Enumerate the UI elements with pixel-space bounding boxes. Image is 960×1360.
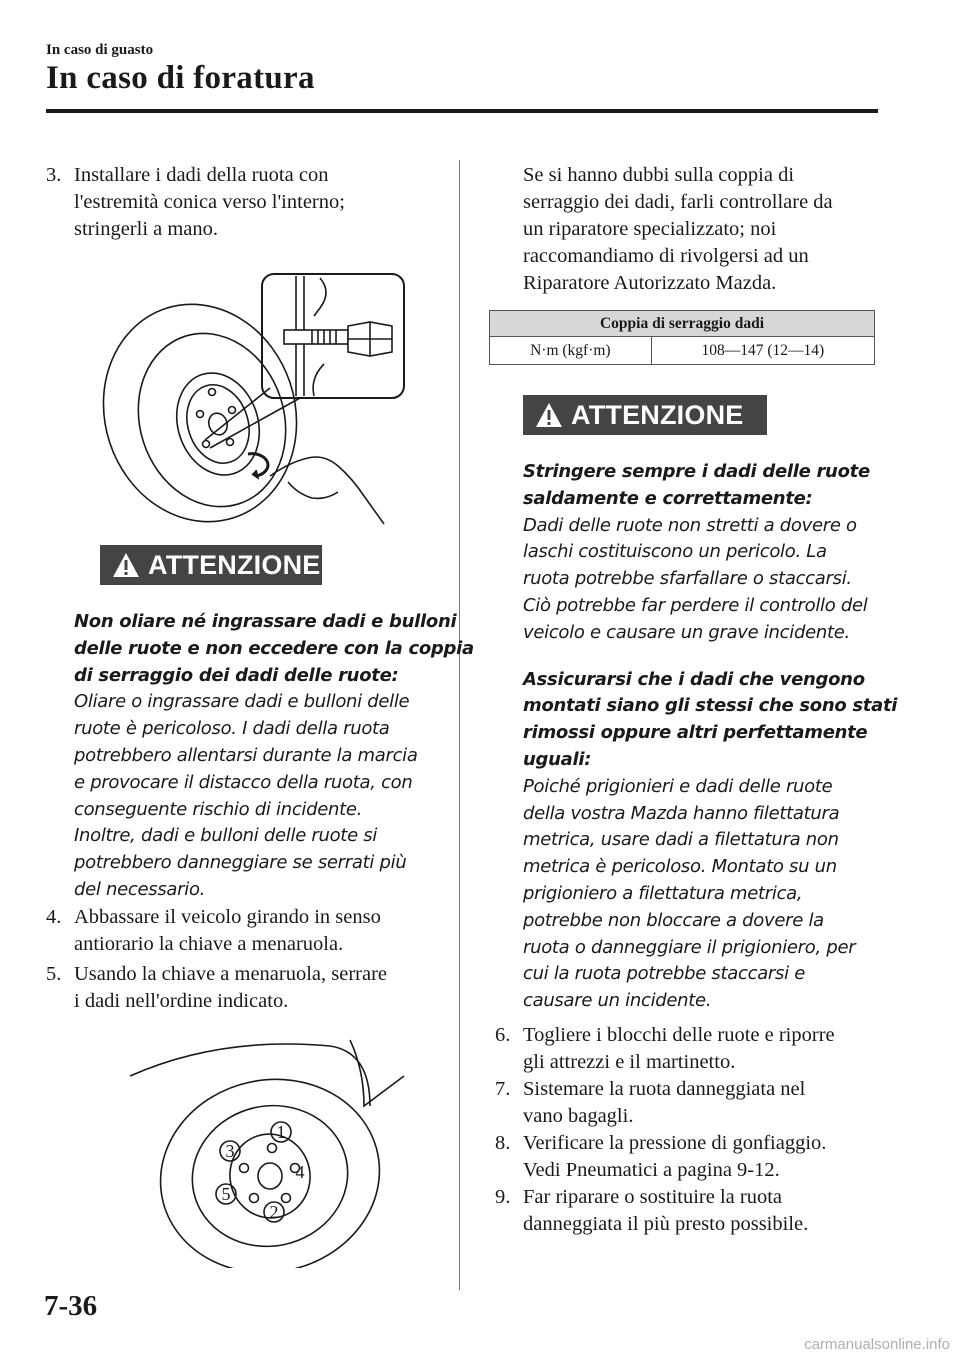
warning-body-line: Poiché prigionieri e dadi delle ruote — [523, 775, 833, 797]
step-number: 8. — [495, 1132, 511, 1154]
warning-badge — [100, 545, 322, 585]
intro-line: Riparatore Autorizzato Mazda. — [523, 272, 777, 294]
wheel-nut-illustration — [100, 268, 410, 530]
warning-body-line: metrica, usare dadi a filettatura non — [523, 829, 839, 851]
warning-heading-line: Non oliare né ingrassare dadi e bulloni — [74, 611, 457, 632]
warning-body-line: metrica è pericoloso. Montato su un — [523, 856, 837, 878]
step-number: 6. — [495, 1024, 511, 1046]
warning-body-line: veicolo e causare un grave incidente. — [523, 621, 850, 643]
warning-badge-label: ATTENZIONE — [571, 400, 744, 430]
nut-order-illustration — [120, 1036, 420, 1268]
torque-table — [489, 310, 875, 365]
torque-intro — [523, 162, 833, 297]
warning-heading-line: Assicurarsi che i dadi che vengono — [523, 668, 865, 690]
nut-order-label: 4 — [295, 1162, 305, 1182]
warning-body-line: e provocare il distacco della ruota, con — [74, 771, 413, 793]
nut-order-label: 5 — [221, 1184, 231, 1204]
warning-body-line: conseguente rischio di incidente. — [74, 798, 363, 820]
intro-line: raccomandiamo di rivolgersi ad un — [523, 245, 809, 267]
warning-body-line: potrebbero allentarsi durante la marcia — [74, 744, 418, 766]
warning-badge — [523, 395, 767, 435]
page-title: In caso di foratura — [46, 60, 315, 96]
warning-heading-line: montati siano gli stessi che sono stati — [523, 695, 898, 717]
nut-order-label: 2 — [269, 1202, 279, 1222]
section-label: In caso di guasto — [46, 42, 154, 58]
warning-body-line: del necessario. — [74, 878, 206, 900]
warning-text-2 — [523, 459, 897, 1015]
step-line: l'estremità conica verso l'interno; — [74, 191, 345, 213]
warning-body-line: Inoltre, dadi e bulloni delle ruote si — [74, 825, 378, 847]
nut-order-label: 3 — [225, 1141, 235, 1161]
step-line: Verificare la pressione di gonfiaggio. — [523, 1132, 827, 1154]
intro-line: Se si hanno dubbi sulla coppia di — [523, 164, 795, 186]
warning-body-line: laschi costituiscono un pericolo. La — [523, 541, 827, 563]
step-line: Togliere i blocchi delle ruote e riporre — [523, 1024, 835, 1046]
warning-badge-label: ATTENZIONE — [148, 550, 321, 580]
intro-line: serraggio dei dadi, farli controllare da — [523, 191, 833, 213]
step-line: i dadi nell'ordine indicato. — [74, 990, 289, 1012]
step-line: Abbassare il veicolo girando in senso — [74, 906, 381, 928]
warning-heading-line: rimossi oppure altri perfettamente — [523, 722, 868, 744]
warning-body-line: prigioniero a filettatura metrica, — [523, 882, 803, 904]
step-line: antiorario la chiave a menaruola. — [74, 933, 344, 955]
warning-body-line: ruota potrebbe sfarfallare o staccarsi. — [523, 568, 852, 590]
warning-heading-line: delle ruote e non eccedere con la coppia — [74, 637, 474, 659]
warning-heading-line: saldamente e correttamente: — [523, 487, 813, 509]
title-rule — [46, 109, 878, 113]
step-number: 4. — [46, 906, 62, 928]
warning-heading-line: di serraggio dei dadi delle ruote: — [74, 664, 399, 686]
nut-order-label: 1 — [276, 1122, 286, 1142]
warning-body-line: ruote è pericoloso. I dadi della ruota — [74, 718, 390, 740]
warning-body-line: ruota o danneggiare il prigioniero, per — [523, 936, 856, 958]
warning-body-line: potrebbero danneggiare se serrati più — [74, 852, 407, 874]
warning-body-line: della vostra Mazda hanno filettatura — [523, 802, 840, 824]
warning-body-line: potrebbe non bloccare a dovere la — [523, 909, 824, 931]
warning-body-line: Dadi delle ruote non stretti a dovere o — [523, 514, 857, 536]
step-line: gli attrezzi e il martinetto. — [523, 1051, 736, 1073]
torque-unit-cell: N·m (kgf·m) — [490, 337, 652, 365]
warning-text-1 — [74, 609, 474, 904]
step-line: Vedi Pneumatici a pagina 9-12. — [523, 1159, 780, 1181]
step-line: danneggiata il più presto possibile. — [523, 1213, 809, 1235]
step-line: Far riparare o sostituire la ruota — [523, 1186, 783, 1208]
watermark: carmanualsonline.info — [804, 1336, 950, 1353]
step-line: Installare i dadi della ruota con — [74, 164, 329, 186]
warning-triangle-icon — [112, 552, 140, 578]
step-line: Usando la chiave a menaruola, serrare — [74, 963, 388, 985]
step-number: 3. — [46, 164, 62, 186]
step-line: stringerli a mano. — [74, 218, 219, 240]
step-line: vano bagagli. — [523, 1105, 634, 1127]
warning-triangle-icon — [535, 402, 563, 428]
torque-table-header: Coppia di serraggio dadi — [490, 311, 875, 337]
warning-body-line: cui la ruota potrebbe staccarsi e — [523, 963, 805, 985]
torque-value-cell: 108—147 (12—14) — [651, 337, 874, 365]
intro-line: un riparatore specializzato; noi — [523, 218, 777, 240]
warning-body-line: Ciò potrebbe far perdere il controllo del — [523, 594, 868, 616]
warning-heading-line: Stringere sempre i dadi delle ruote — [523, 461, 870, 482]
page-number: 7-36 — [44, 1290, 98, 1322]
step-line: Sistemare la ruota danneggiata nel — [523, 1078, 806, 1100]
warning-body-line: causare un incidente. — [523, 990, 712, 1012]
step-number: 5. — [46, 963, 62, 985]
warning-body-line: Oliare o ingrassare dadi e bulloni delle — [74, 691, 410, 713]
warning-heading-line: uguali: — [523, 748, 592, 770]
step-number: 7. — [495, 1078, 511, 1100]
step-number: 9. — [495, 1186, 511, 1208]
